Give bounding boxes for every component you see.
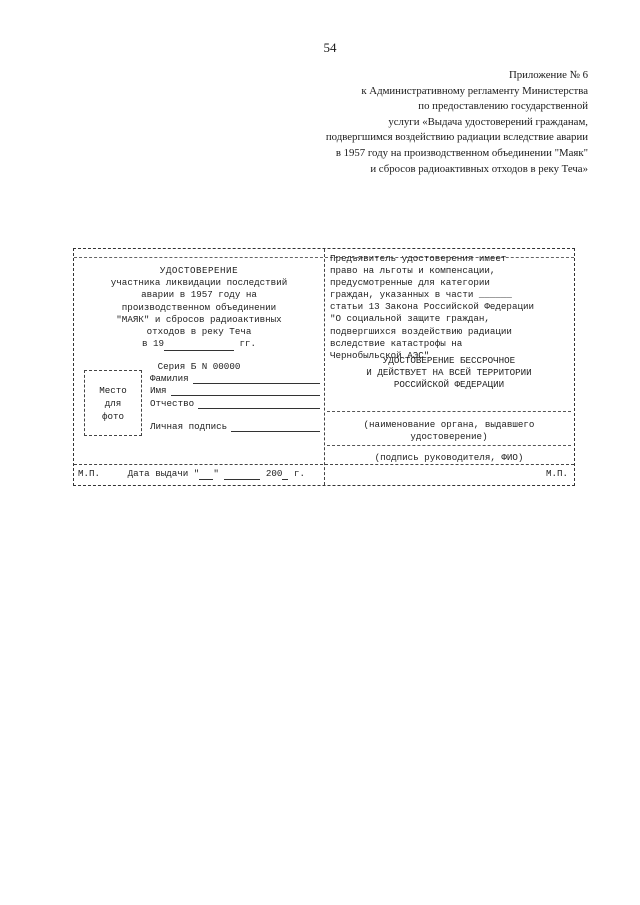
name-blank	[171, 386, 320, 396]
surname-blank	[193, 374, 320, 384]
issue-day-blank	[199, 468, 213, 480]
issuer-line: удостоверение)	[410, 431, 488, 442]
issue-line	[78, 468, 305, 480]
annex-line: и сбросов радиоактивных отходов в реку Теча»	[370, 162, 588, 175]
annex-line: подвергшимся воздействию радиации вследствие аварии	[325, 131, 588, 144]
benefits-line: право на льготы и компенсации,	[330, 265, 496, 277]
heading-line: аварии в 1957 году на	[141, 289, 257, 301]
validity-text	[330, 355, 568, 392]
issue-year-blank	[282, 468, 288, 480]
photo-placeholder	[84, 370, 142, 436]
head-signature-caption: (подпись руководителя, ФИО)	[374, 452, 524, 463]
benefits-line: Чернобыльской АЭС"	[330, 349, 430, 361]
issuer-line: (наименование органа, выдавшего	[363, 419, 535, 430]
name-field	[150, 384, 320, 397]
issue-suffix: г.	[293, 468, 305, 479]
name-label: Имя	[150, 385, 167, 396]
benefits-text	[330, 253, 568, 362]
benefits-line: граждан, указанных в части ______	[330, 289, 512, 301]
bottom-dashed-line	[74, 464, 574, 465]
certificate-title: УДОСТОВЕРЕНИЕ	[159, 265, 239, 276]
validity-line: УДОСТОВЕРЕНИЕ БЕССРОЧНОЕ	[382, 355, 516, 366]
certificate-heading	[74, 265, 324, 351]
annex-line: услуги «Выдача удостоверений гражданам,	[388, 115, 588, 128]
benefits-line: Предъявитель удостоверения имеет	[330, 253, 507, 264]
signature-blank	[231, 422, 320, 432]
years-blank	[164, 338, 234, 351]
photo-label: для	[104, 397, 122, 409]
heading-line: "МАЯК" и сбросов радиоактивных	[116, 313, 282, 325]
issuer-caption	[330, 419, 568, 443]
signature-label: Личная подпись	[150, 420, 228, 432]
annex-line: к Административному регламенту Министерства	[361, 84, 588, 97]
personal-fields	[150, 371, 320, 409]
issue-year: 200	[265, 468, 283, 479]
issue-mid: "	[213, 468, 219, 479]
series-number: Серия Б N 00000	[157, 361, 241, 372]
issue-month-blank	[224, 468, 260, 480]
heading-line: отходов в реку Теча	[146, 326, 252, 338]
photo-label: фото	[101, 410, 125, 422]
stamp-left: М.П.	[78, 468, 101, 479]
annex-line: Приложение № 6	[508, 69, 588, 81]
page-number: 54	[323, 40, 337, 55]
benefits-line: вследствие катастрофы на	[330, 337, 463, 349]
years-prefix: в 19	[141, 338, 164, 350]
center-divider	[324, 249, 325, 485]
surname-label: Фамилия	[150, 372, 189, 384]
benefits-line: "О социальной защите граждан,	[330, 313, 490, 325]
stamp-right: М.П.	[545, 468, 568, 479]
issue-prefix: Дата выдачи "	[127, 468, 200, 479]
years-line	[74, 338, 324, 351]
heading-line: производственном объединении	[121, 301, 277, 313]
validity-line: РОССИЙСКОЙ ФЕДЕРАЦИИ	[393, 379, 505, 391]
certificate-form	[73, 248, 575, 486]
heading-line: участника ликвидации последствий	[110, 277, 288, 289]
benefits-line: статьи 13 Закона Российской Федерации	[330, 301, 534, 313]
photo-label: Место	[99, 384, 127, 396]
patronymic-blank	[198, 399, 320, 409]
benefits-line: предусмотренные для категории	[330, 277, 490, 289]
annex-header	[228, 68, 588, 177]
surname-field	[150, 371, 320, 384]
benefits-line: подвергшихся воздействию радиации	[330, 325, 512, 337]
issuer-divider	[327, 445, 571, 446]
validity-line: И ДЕЙСТВУЕТ НА ВСЕЙ ТЕРРИТОРИИ	[366, 367, 532, 379]
annex-line: по предоставлению государственной	[418, 100, 588, 113]
years-suffix: гг.	[239, 338, 257, 350]
signature-field	[150, 419, 320, 432]
patronymic-field	[150, 396, 320, 409]
annex-line: в 1957 году на производственном объединении "Маяк"	[335, 146, 588, 159]
patronymic-label: Отчество	[150, 397, 195, 409]
